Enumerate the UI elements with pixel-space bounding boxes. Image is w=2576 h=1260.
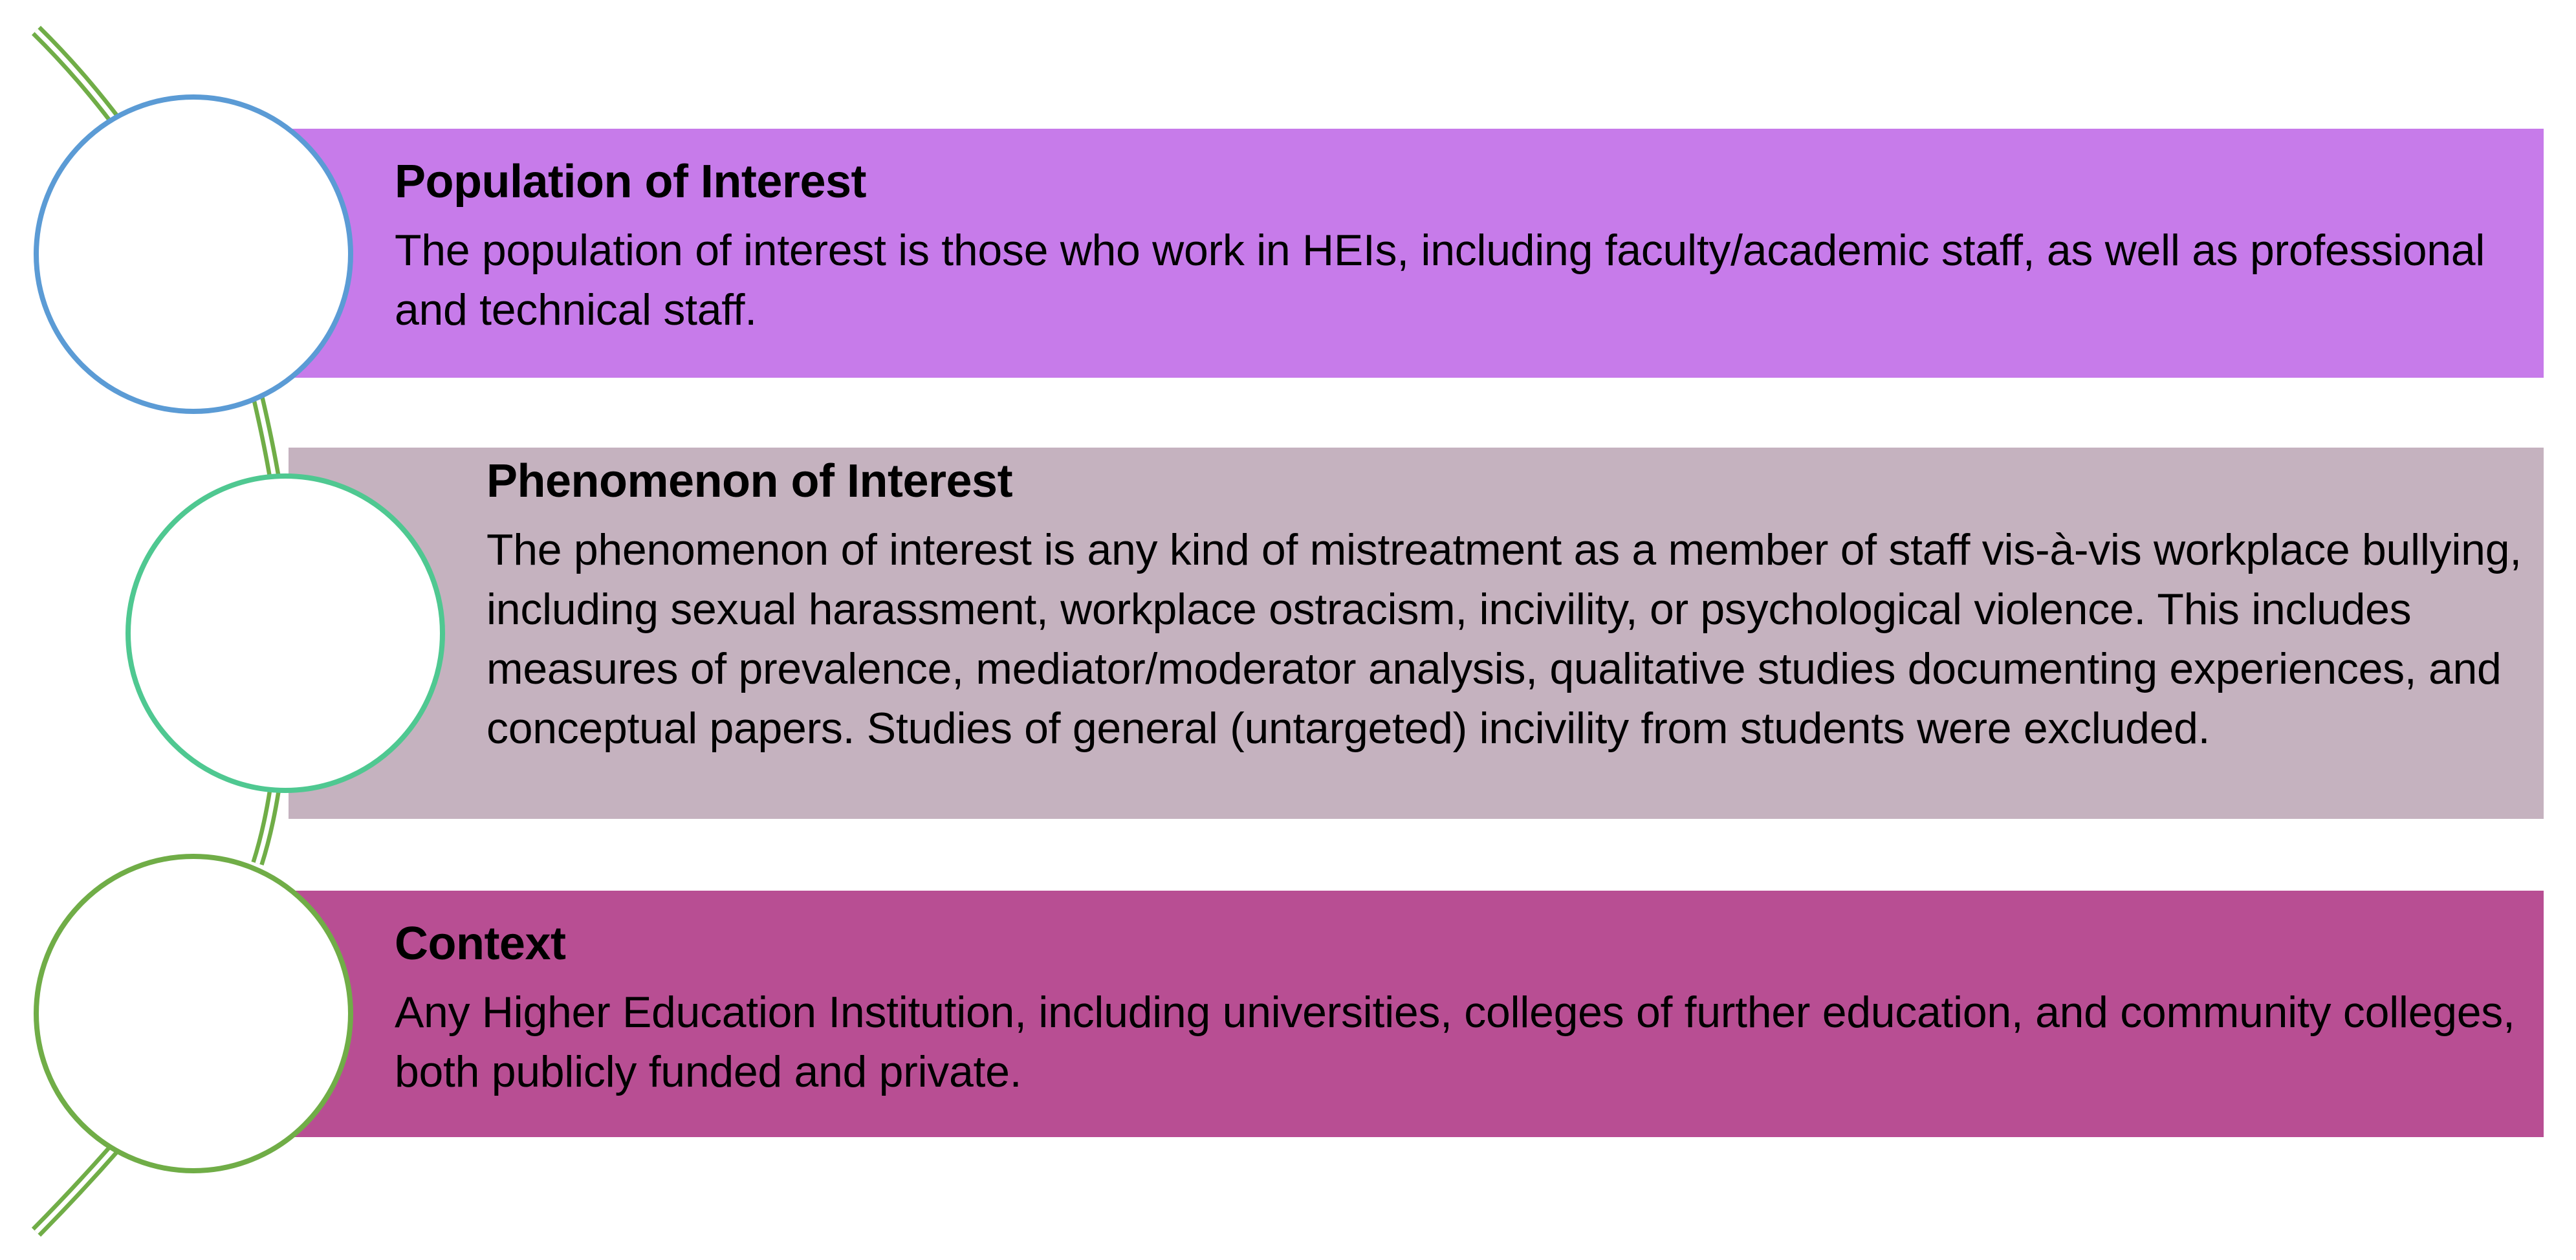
population-body: The population of interest is those who work in HEIs, including faculty/academic staff, as well as professional and technical staff.	[395, 226, 2485, 334]
context-body: Any Higher Education Institution, including universities, colleges of further education, and community colleges, both publicly funded and private.	[395, 988, 2515, 1096]
phenomenon-title: Phenomenon of Interest	[486, 455, 1013, 507]
phenomenon-ring	[128, 476, 442, 790]
population-title: Population of Interest	[395, 156, 867, 208]
population-ring	[36, 97, 351, 411]
connector-arc-top	[36, 30, 115, 120]
context-title: Context	[395, 918, 566, 970]
phenomenon-body: The phenomenon of interest is any kind of mistreatment as a member of staff vis-à-vis workplace bullying, including sexual harassment, workplace ostracism, incivility, or psychological violence. This includes measures of prevalence, mediator/moderator analysis, qualitative studies documenting experiences, and conceptual papers. Studies of general (untargeted) incivility from students were excluded.	[486, 525, 2522, 753]
context-ring	[36, 856, 351, 1171]
connector-arc-upper	[257, 396, 274, 477]
connector-arc-lower	[257, 790, 274, 864]
connector-arc-bottom	[36, 1147, 115, 1232]
